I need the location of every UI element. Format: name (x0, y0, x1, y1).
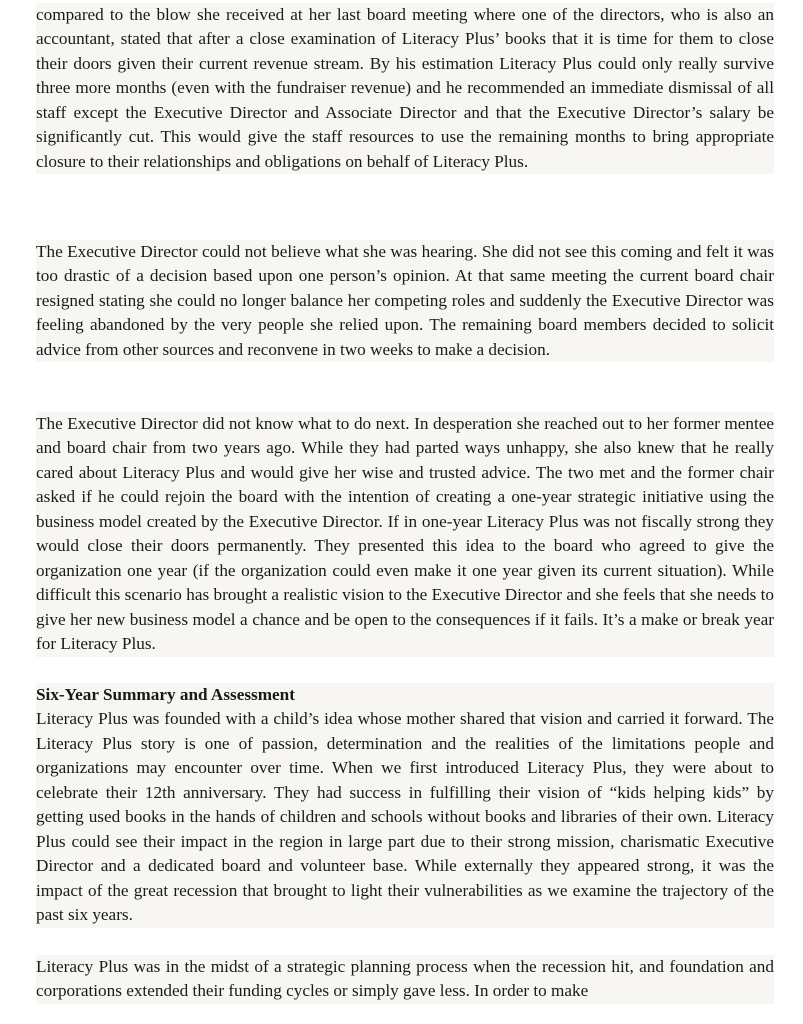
section-six-year-summary (36, 683, 774, 928)
paragraph-founding-story: Literacy Plus was founded with a child’s idea whose mother shared that vision and carried it forward. The Literacy Plus story is one of passion, determination and the realities of the limitations people and organizations may encounter over time. When we first introduced Literacy Plus, they were about to celebrate their 12th anniversary. They had success in fulfilling their vision of “kids helping kids” by getting used books in the hands of children and schools without books and libraries of their own. Literacy Plus could see their impact in the region in large part due to their strong mission, charismatic Executive Director and a dedicated board and volunteer base. While externally they appeared strong, it was the impact of the great recession that brought to light their vulnerabilities as we examine the trajectory of the past six years. (36, 707, 774, 927)
paragraph-executive-reaction: The Executive Director could not believe what she was hearing. She did not see this coming and felt it was too drastic of a decision based upon one person’s opinion. At that same meeting the current board chair resigned stating she could no longer balance her competing roles and suddenly the Executive Director was feeling abandoned by the very people she relied upon. The remaining board members decided to solicit advice from other sources and reconvene in two weeks to make a decision. (36, 240, 774, 362)
paragraph-former-chair: The Executive Director did not know what to do next. In desperation she reached out to her former mentee and board chair from two years ago. While they had parted ways unhappy, she also knew that he really cared about Literacy Plus and would give her wise and trusted advice. The two met and the former chair asked if he could rejoin the board with the intention of creating a one-year strategic initiative using the business model created by the Executive Director. If in one-year Literacy Plus was not fiscally strong they would close their doors permanently. They presented this idea to the board who agreed to give the organization one year (if the organization could even make it one year given its current situation). While difficult this scenario has brought a realistic vision to the Executive Director and she feels that she needs to give her new business model a chance and be open to the consequences if it fails. It’s a make or break year for Literacy Plus. (36, 412, 774, 657)
paragraph-recession: Literacy Plus was in the midst of a strategic planning process when the recession hit, and foundation and corporations extended their funding cycles or simply gave less. In order to make (36, 955, 774, 1004)
paragraph-board-meeting: compared to the blow she received at her last board meeting where one of the directors, who is also an accountant, stated that after a close examination of Literacy Plus’ books that it is time for them to close their doors given their current revenue stream. By his estimation Literacy Plus could only really survive three more months (even with the fundraiser revenue) and he recommended an immediate dismissal of all staff except the Executive Director and Associate Director and that the Executive Director’s salary be significantly cut. This would give the staff resources to use the remaining months to bring appropriate closure to their relationships and obligations on behalf of Literacy Plus. (36, 3, 774, 174)
section-heading: Six-Year Summary and Assessment (36, 683, 774, 707)
